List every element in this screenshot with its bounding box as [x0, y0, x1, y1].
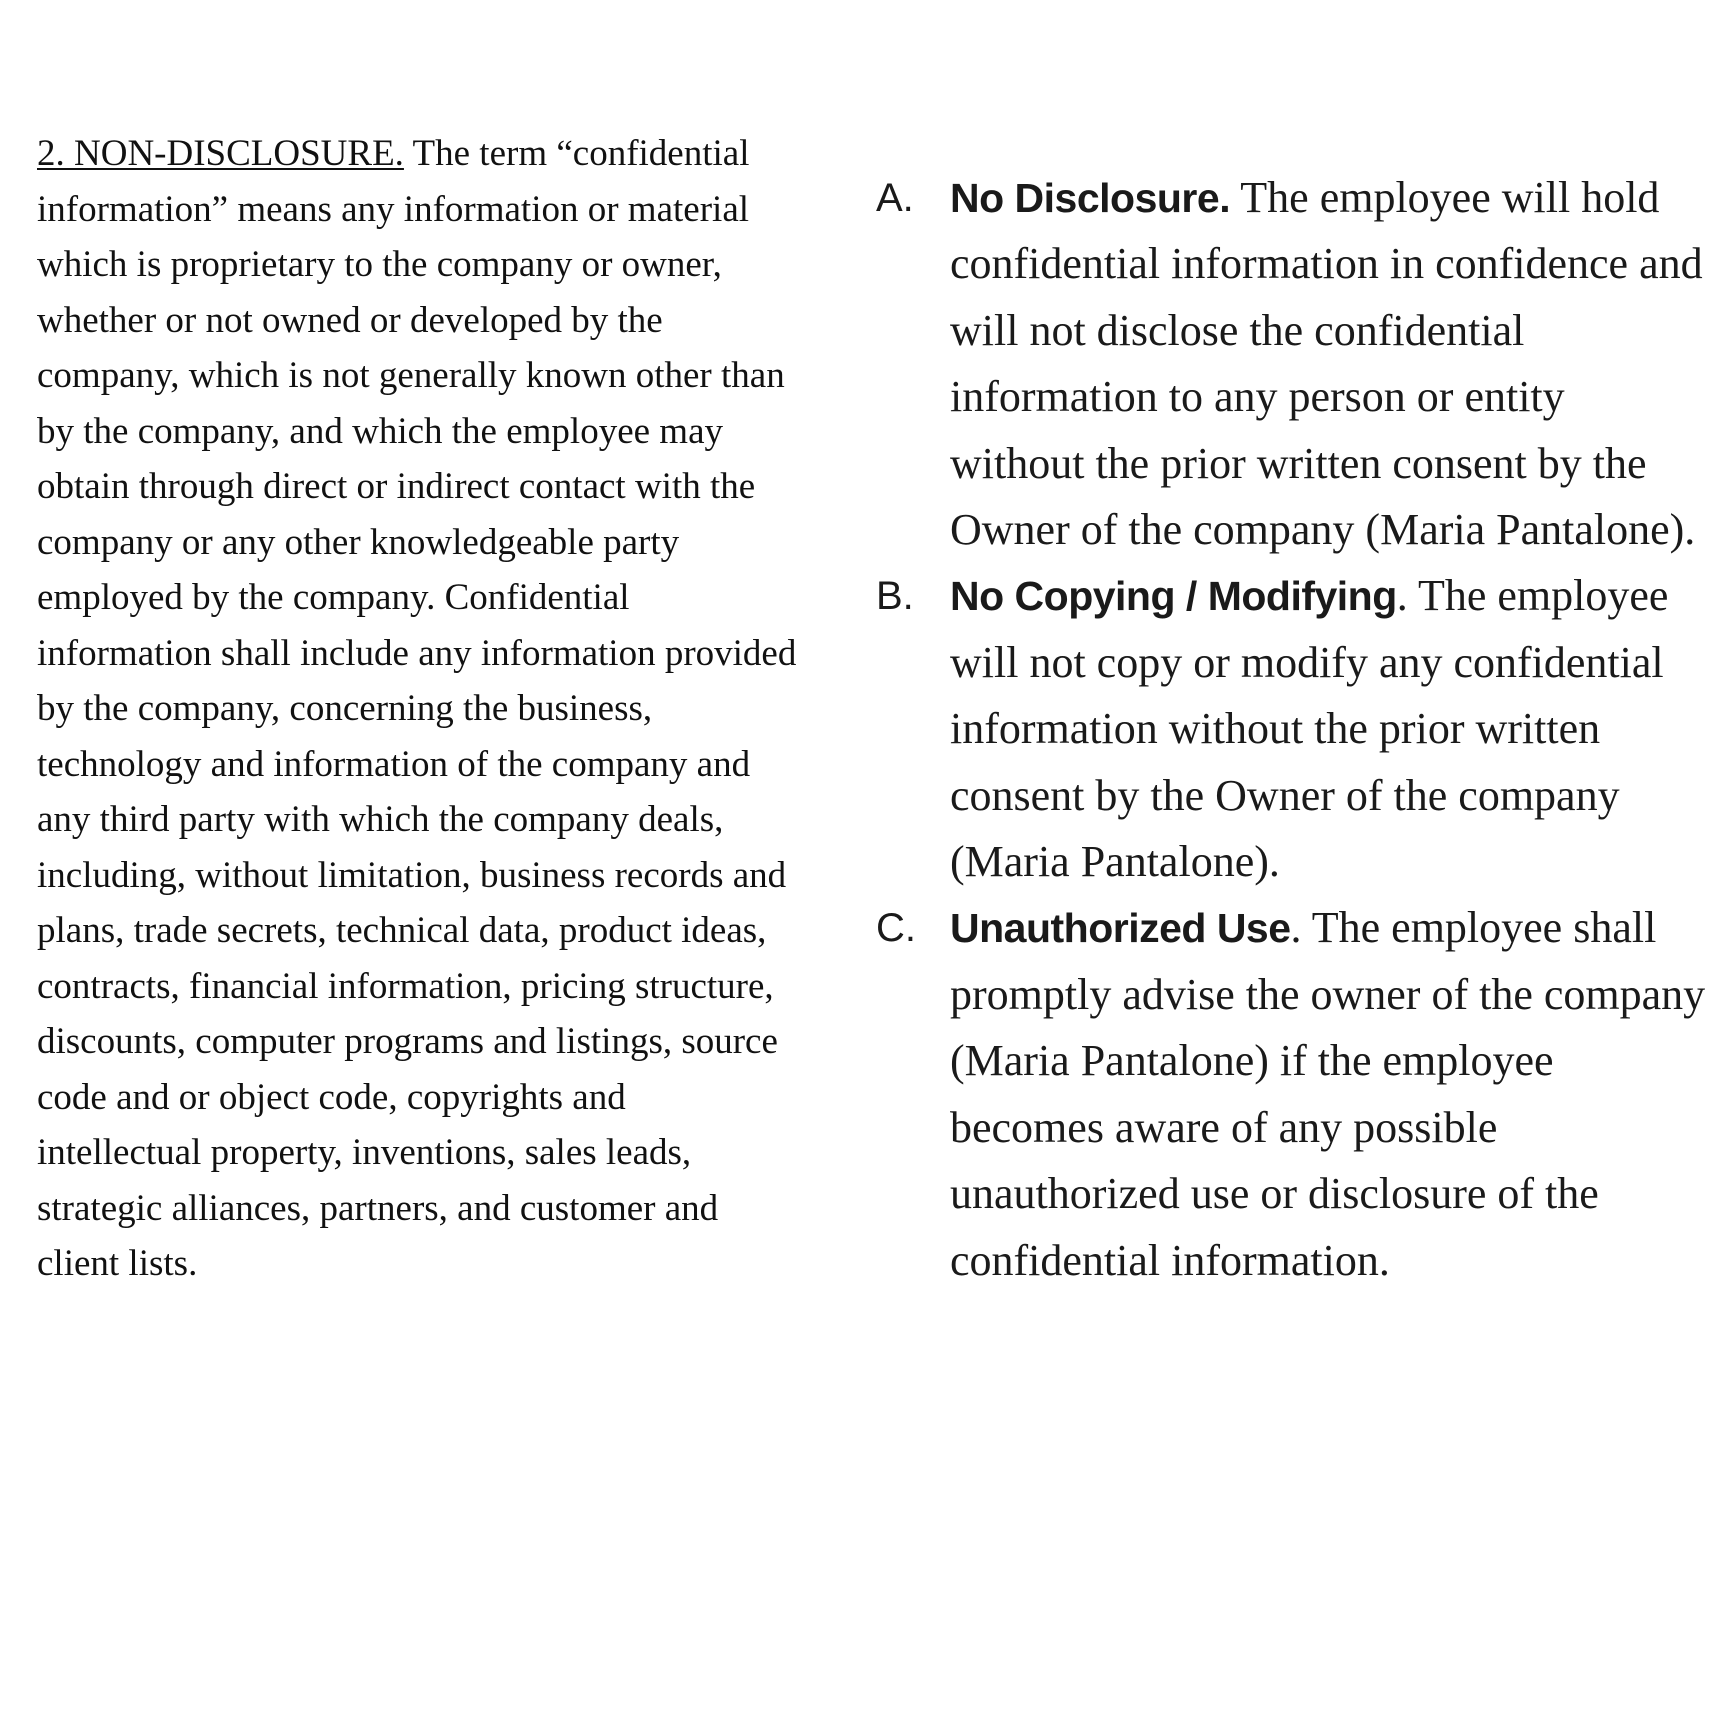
clause-heading: No Copying / Modifying — [950, 573, 1397, 620]
clause-body — [950, 165, 1706, 563]
clause-letter: C. — [876, 906, 916, 951]
clause-list — [876, 165, 1706, 1294]
clause-heading: No Disclosure. — [950, 175, 1231, 221]
clause-body — [950, 563, 1706, 895]
clause-a — [876, 165, 1706, 563]
clause-body — [950, 895, 1706, 1293]
section-body: The term “confidential information” means any information or material which is proprietary to the company or owner, whether or not owned or developed by the company, which is not generally known other than by the company, and which the employee may obtain through direct or indirect contact with the company or any other knowledgeable party employed by the company. Confidential information shall include any information provided by the company, concerning the business, technology and information of the company and any third party with which the company deals, including, without limitation, business records and plans, trade secrets, technical data, product ideas, contracts, financial information, pricing structure, discounts, computer programs and listings, source code and or object code, copyrights and intellectual property, inventions, sales leads, strategic alliances, partners, and customer and client lists. — [37, 133, 797, 1284]
clause-letter: A. — [876, 176, 914, 220]
section-2-paragraph — [37, 126, 797, 1292]
clause-text: . The employee will not copy or modify any confidential information without the prior written consent by the Owner of the company (Maria Pantalone). — [950, 571, 1669, 887]
clause-b — [876, 563, 1706, 895]
clause-c — [876, 895, 1706, 1293]
clause-text: The employee will hold confidential information in confidence and will not disclose the confidential information to any person or entity without the prior written consent by the Owner of the company (Maria Pantalone). — [950, 173, 1703, 555]
section-heading: 2. NON-DISCLOSURE. — [37, 133, 404, 174]
clause-heading: Unauthorized Use — [950, 905, 1291, 952]
clause-text: . The employee shall promptly advise the owner of the company (Maria Pantalone) if the employee becomes aware of any possible unauthorized use or disclosure of the confidential information. — [950, 903, 1706, 1285]
clause-letter: B. — [876, 574, 914, 619]
